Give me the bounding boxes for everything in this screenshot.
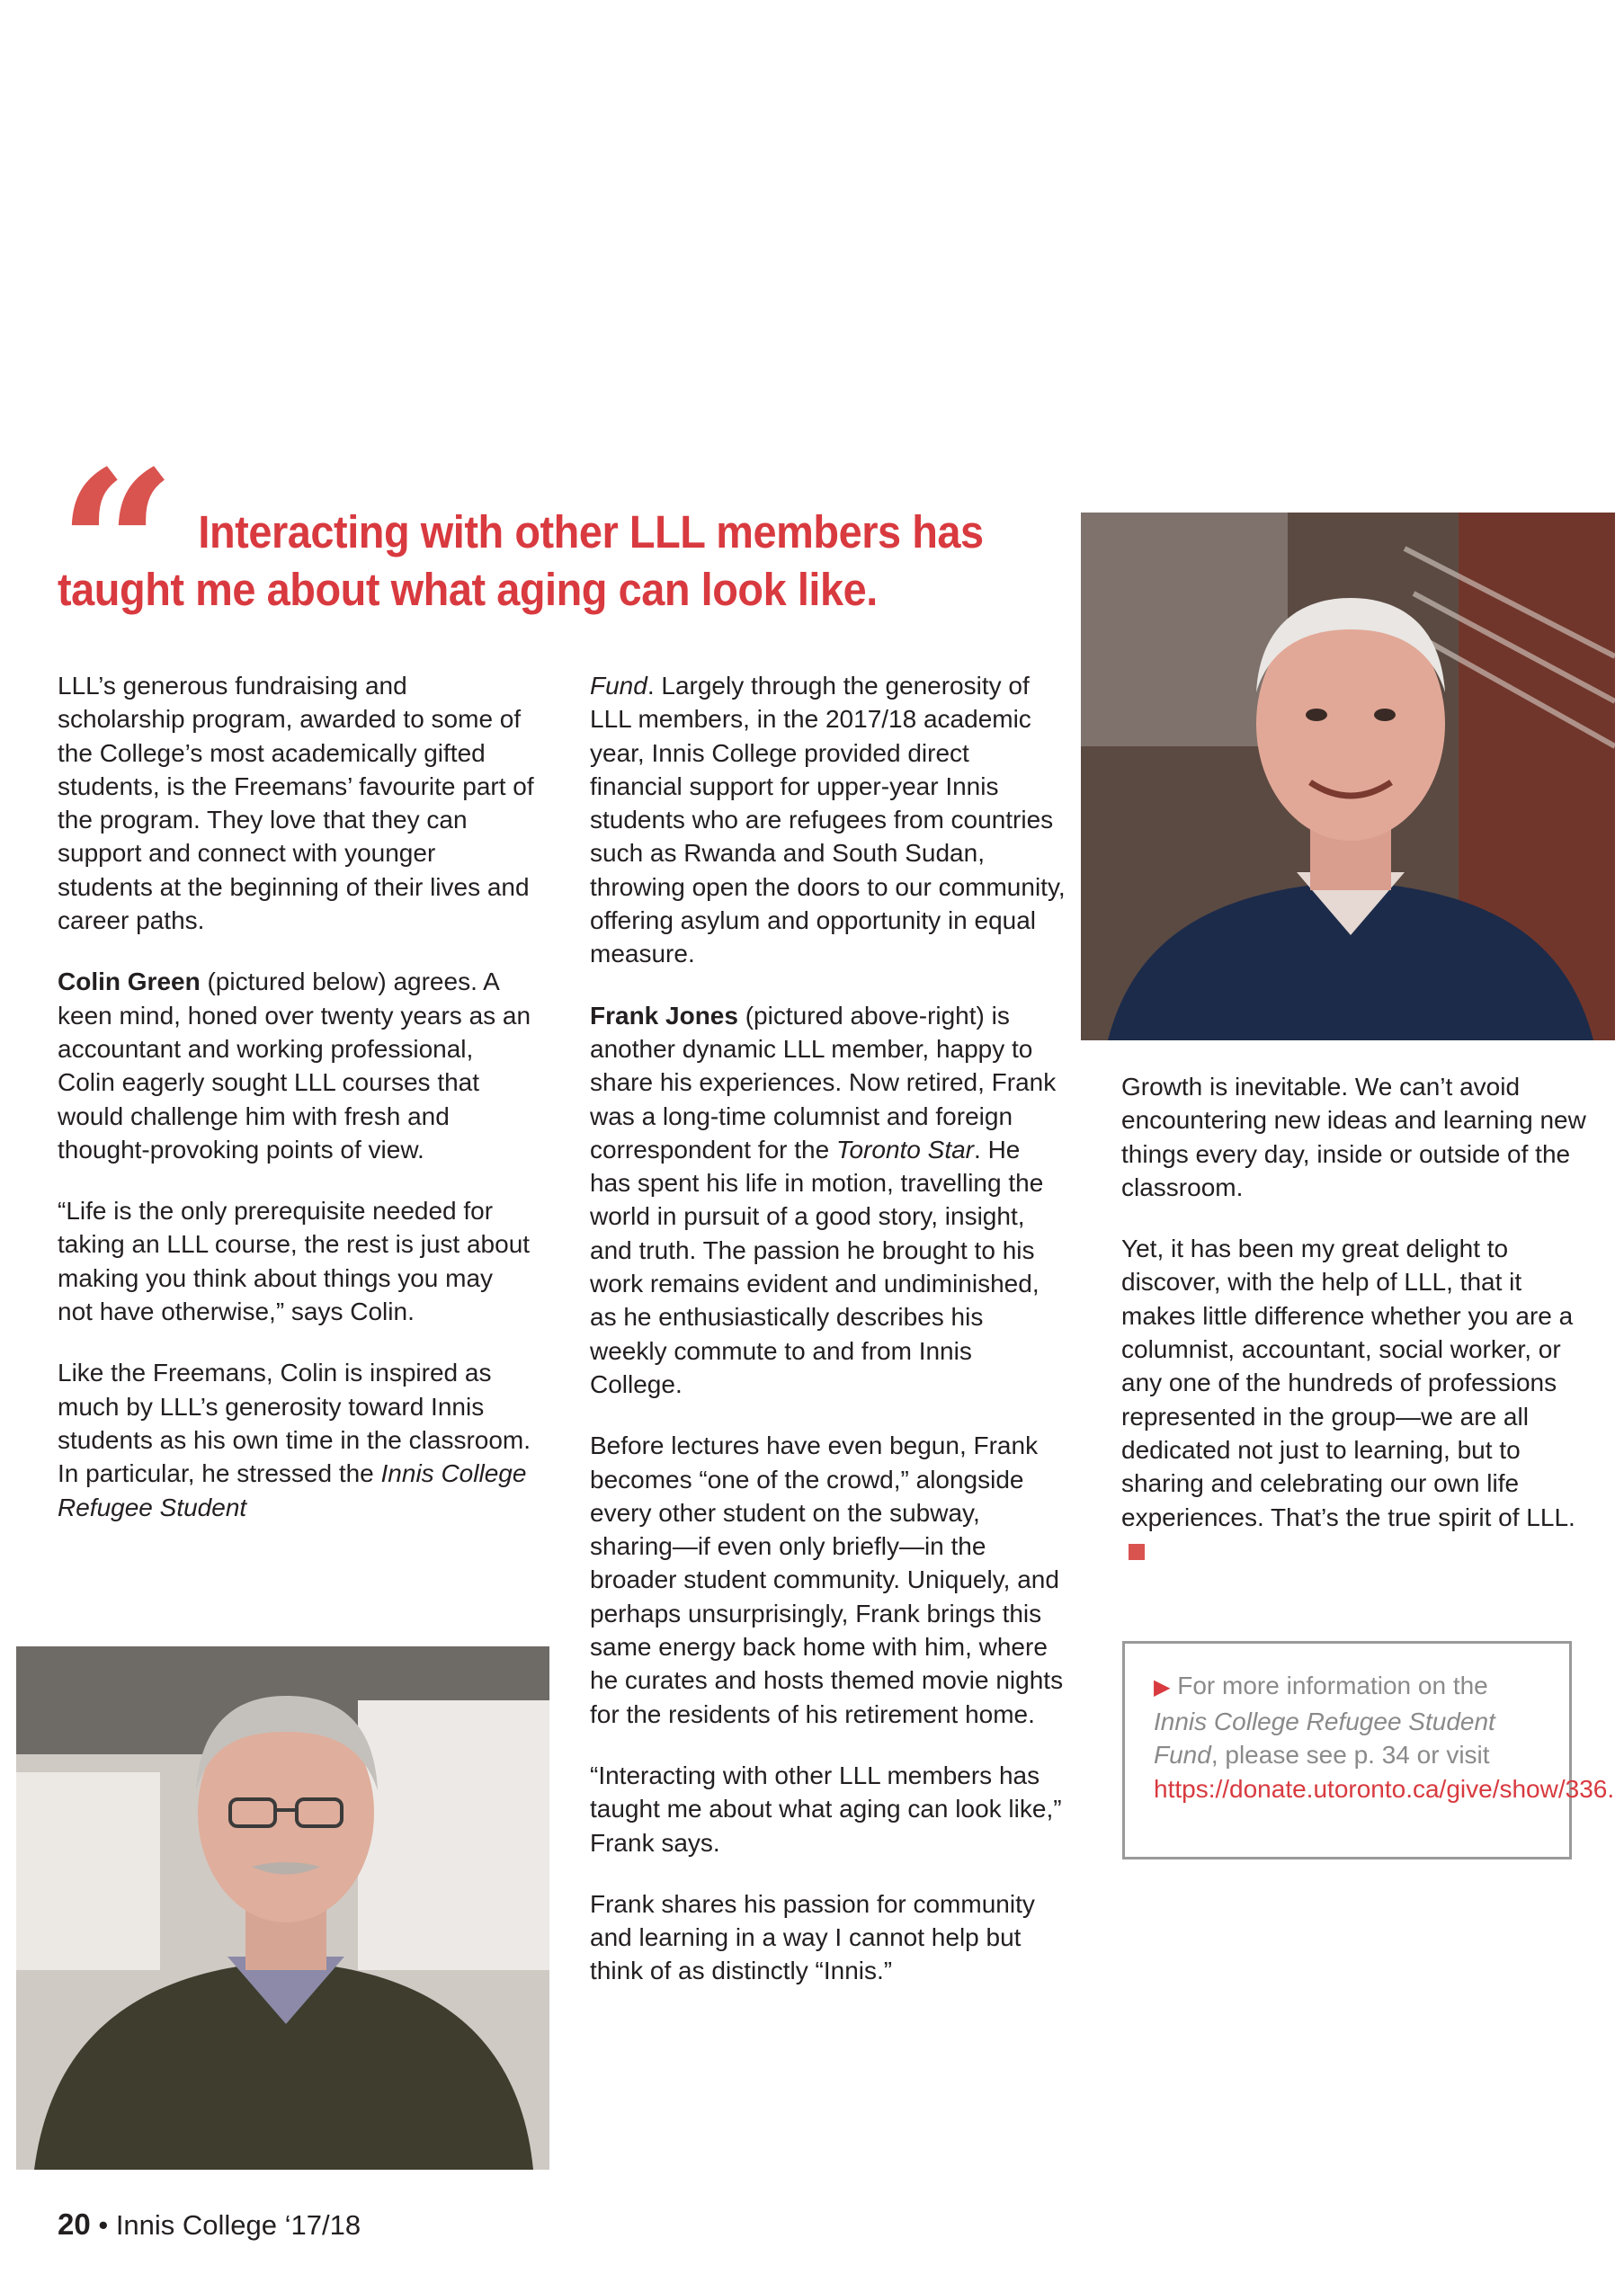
person-name: Frank Jones [590, 1001, 738, 1030]
fund-name: Fund [590, 672, 647, 700]
end-mark-icon [1129, 1544, 1145, 1560]
info-text: For more information on the [1170, 1672, 1488, 1699]
footer-separator: • [90, 2209, 116, 2241]
fund-name: Innis College Refugee Student Fund [1154, 1707, 1495, 1769]
paragraph [590, 669, 1066, 971]
paragraph-text: Yet, it has been my great delight to discover, with the help of LLL, that it makes little difference whether you are a columnist, accountant, social worker, or any one of the hundreds of professions represented in the group—we are all dedicated not just to learning, but to sharing and celebrating our own life experiences. That’s the true spirit of LLL. [1121, 1235, 1575, 1531]
paragraph-text: . He has spent his life in motion, travelling the world in pursuit of a good story, insight, and truth. The passion he brought to his work remains evident and undiminished, as he enthusiastically describes his weekly commute to and from Innis College. [590, 1135, 1044, 1398]
pull-quote [58, 426, 1056, 669]
colin-green-photo [16, 1646, 549, 2170]
page-footer [58, 2207, 361, 2242]
person-name: Colin Green [58, 968, 201, 996]
paragraph [590, 999, 1066, 1402]
paragraph [1121, 1232, 1598, 1567]
paragraph: “Life is the only prerequisite needed for taking an LLL course, the rest is just about making you think about things you may not have otherwise,” says Colin. [58, 1197, 531, 1326]
paragraph-text: . Largely through the generosity of LLL members, in the 2017/18 academic year, Innis College provided direct financial support for upper-year Innis students who are refugees from countries such as Rwanda and South Sudan, throwing open the doors to our community, offering asylum and opportunity in equal measure. [590, 672, 1066, 968]
paragraph: Growth is inevitable. We can’t avoid encountering new ideas and learning new things every day, inside or outside of the classroom. [1121, 1073, 1586, 1201]
paragraph [58, 1356, 534, 1523]
paragraph: Before lectures have even begun, Frank becomes “one of the crowd,” alongside every other student on the subway, sharing—if even only briefly—in the broader student community. Uniquely, and perhaps unsurprisingly, Frank brings this same energy back home with him, where he curates and hosts themed movie nights for the residents of his retirement home. [590, 1431, 1064, 1728]
frank-portrait-illustration [1081, 513, 1615, 1040]
donate-link[interactable]: https://donate.utoronto.ca/give/show/336. [1154, 1774, 1615, 1803]
page-number: 20 [58, 2207, 91, 2241]
paragraph: “Interacting with other LLL members has taught me about what aging can look like,” Frank says. [590, 1761, 1062, 1857]
publication-name: Toronto Star [835, 1135, 975, 1164]
text-column-middle [590, 669, 1066, 2016]
publication-title: Innis College ‘17/18 [115, 2209, 361, 2241]
paragraph-text: (pictured below) agrees. A keen mind, honed over twenty years as an accountant and working professional, Colin eagerly sought LLL courses that would challenge him with fresh and thought-provoking points of view. [58, 968, 531, 1164]
info-box [1122, 1641, 1615, 1859]
text-column-right [1121, 1070, 1598, 1595]
paragraph-text: Like the Freemans, Colin is inspired as much by LLL’s generosity toward Innis students as his own time in the classroom. In particular, he stressed the [58, 1359, 531, 1488]
fund-name: Innis College Refugee Student [58, 1459, 527, 1521]
frank-jones-photo [1081, 513, 1615, 1040]
paragraph: LLL’s generous fundraising and scholarship program, awarded to some of the College’s most academically gifted students, is the Freemans’ favourite part of the program. They love that they can support and connect with younger students at the beginning of their lives and career paths. [58, 672, 534, 935]
info-text: , please see p. 34 or visit [1210, 1741, 1490, 1769]
paragraph: Frank shares his passion for community and learning in a way I cannot help but think of as distinctly “Innis.” [590, 1889, 1035, 1985]
colin-portrait-illustration [16, 1646, 549, 2170]
text-column-left [58, 669, 534, 1552]
paragraph-text: (pictured above-right) is another dynamic LLL member, happy to share his experiences. Now retired, Frank was a long-time columnist and foreign correspondent for the [590, 1001, 1057, 1164]
quote-mark-icon: “ [58, 426, 177, 669]
paragraph [58, 965, 534, 1166]
arrow-right-icon: ▶ [1154, 1675, 1171, 1699]
pull-quote-text: Interacting with other LLL members has taught me about what aging can look like. [58, 506, 984, 615]
